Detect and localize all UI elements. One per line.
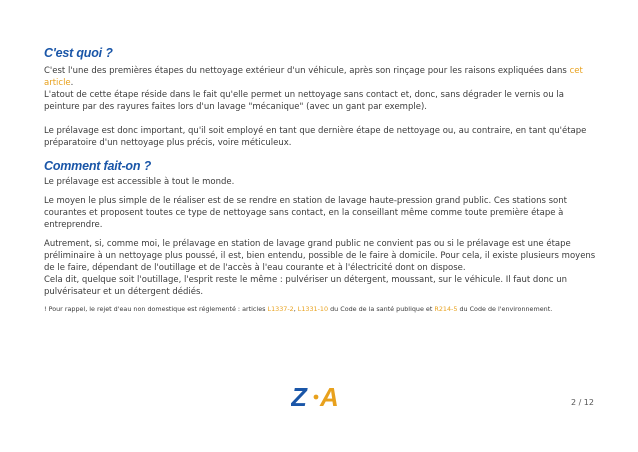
paragraph-text: C'est l'une des premières étapes du nettoyage extérieur d'un véhicule, après son rinçage pour les raisons expliquées dans — [44, 66, 570, 76]
law-link-r214-5[interactable]: R214-5 — [434, 305, 458, 313]
paragraph — [44, 65, 596, 113]
article-link-part1[interactable]: cet — [569, 66, 583, 76]
logo-dot — [314, 395, 319, 400]
law-link-l1331-10[interactable]: L1331-10 — [297, 305, 329, 313]
article-link-part2[interactable]: article — [44, 78, 71, 88]
law-link-l1337-2[interactable]: L1337-2 — [267, 305, 294, 313]
za-logo — [291, 384, 347, 410]
note-text: du Code de la santé publique et — [328, 305, 435, 313]
logo-letter-z: Z — [291, 384, 307, 410]
section-heading-how: Comment fait-on ? — [44, 159, 152, 173]
section-heading-what: C'est quoi ? — [44, 46, 113, 60]
logo-letter-a: A — [320, 384, 339, 410]
paragraph-text: L'atout de cette étape réside dans le fait qu'elle permet un nettoyage sans contact et, donc, sans dégrader le vernis ou la peinture par des rayures faites lors d'un lavage "mécanique" (avec un gant par exemple). — [44, 90, 564, 112]
paragraph: Le prélavage est accessible à tout le monde. — [44, 177, 235, 187]
note-separator: , — [293, 305, 298, 313]
paragraph: Le moyen le plus simple de le réaliser est de se rendre en station de lavage haute-pression grand public. Ces stations sont courantes et proposent toutes ce type de nettoyage sans contact, en la conseillant même comme toute première étape à entreprendre. — [44, 196, 567, 230]
page-number: 2 / 12 — [570, 398, 594, 407]
legal-note — [44, 305, 596, 315]
note-text: du Code de l'environnement. — [457, 305, 553, 313]
za-logo-mark — [291, 384, 347, 410]
note-text: ! Pour rappel, le rejet d'eau non domestique est réglementé : articles — [44, 305, 268, 313]
page-content — [44, 46, 596, 315]
paragraph-end: . — [70, 78, 74, 88]
paragraph: Le prélavage est donc important, qu'il soit employé en tant que dernière étape de nettoyage ou, au contraire, en tant qu'étape préparatoire d'un nettoyage plus précis, voire méticuleux. — [44, 126, 587, 148]
paragraph: Cela dit, quelque soit l'outillage, l'esprit reste le même : pulvériser un détergent, moussant, sur le véhicule. Il faut donc un pulvérisateur et un détergent dédiés. — [44, 275, 568, 297]
paragraph: Autrement, si, comme moi, le prélavage en station de lavage grand public ne convient pas ou si le prélavage est une étape préliminaire à un nettoyage plus poussé, il est, bien entendu, possible de le faire à domicile. Pour cela, il existe plusieurs moyens de le faire, dépendant de l'outillage et de l'accès à l'eau courante et à l'électricité dont on dispose. — [44, 239, 596, 273]
